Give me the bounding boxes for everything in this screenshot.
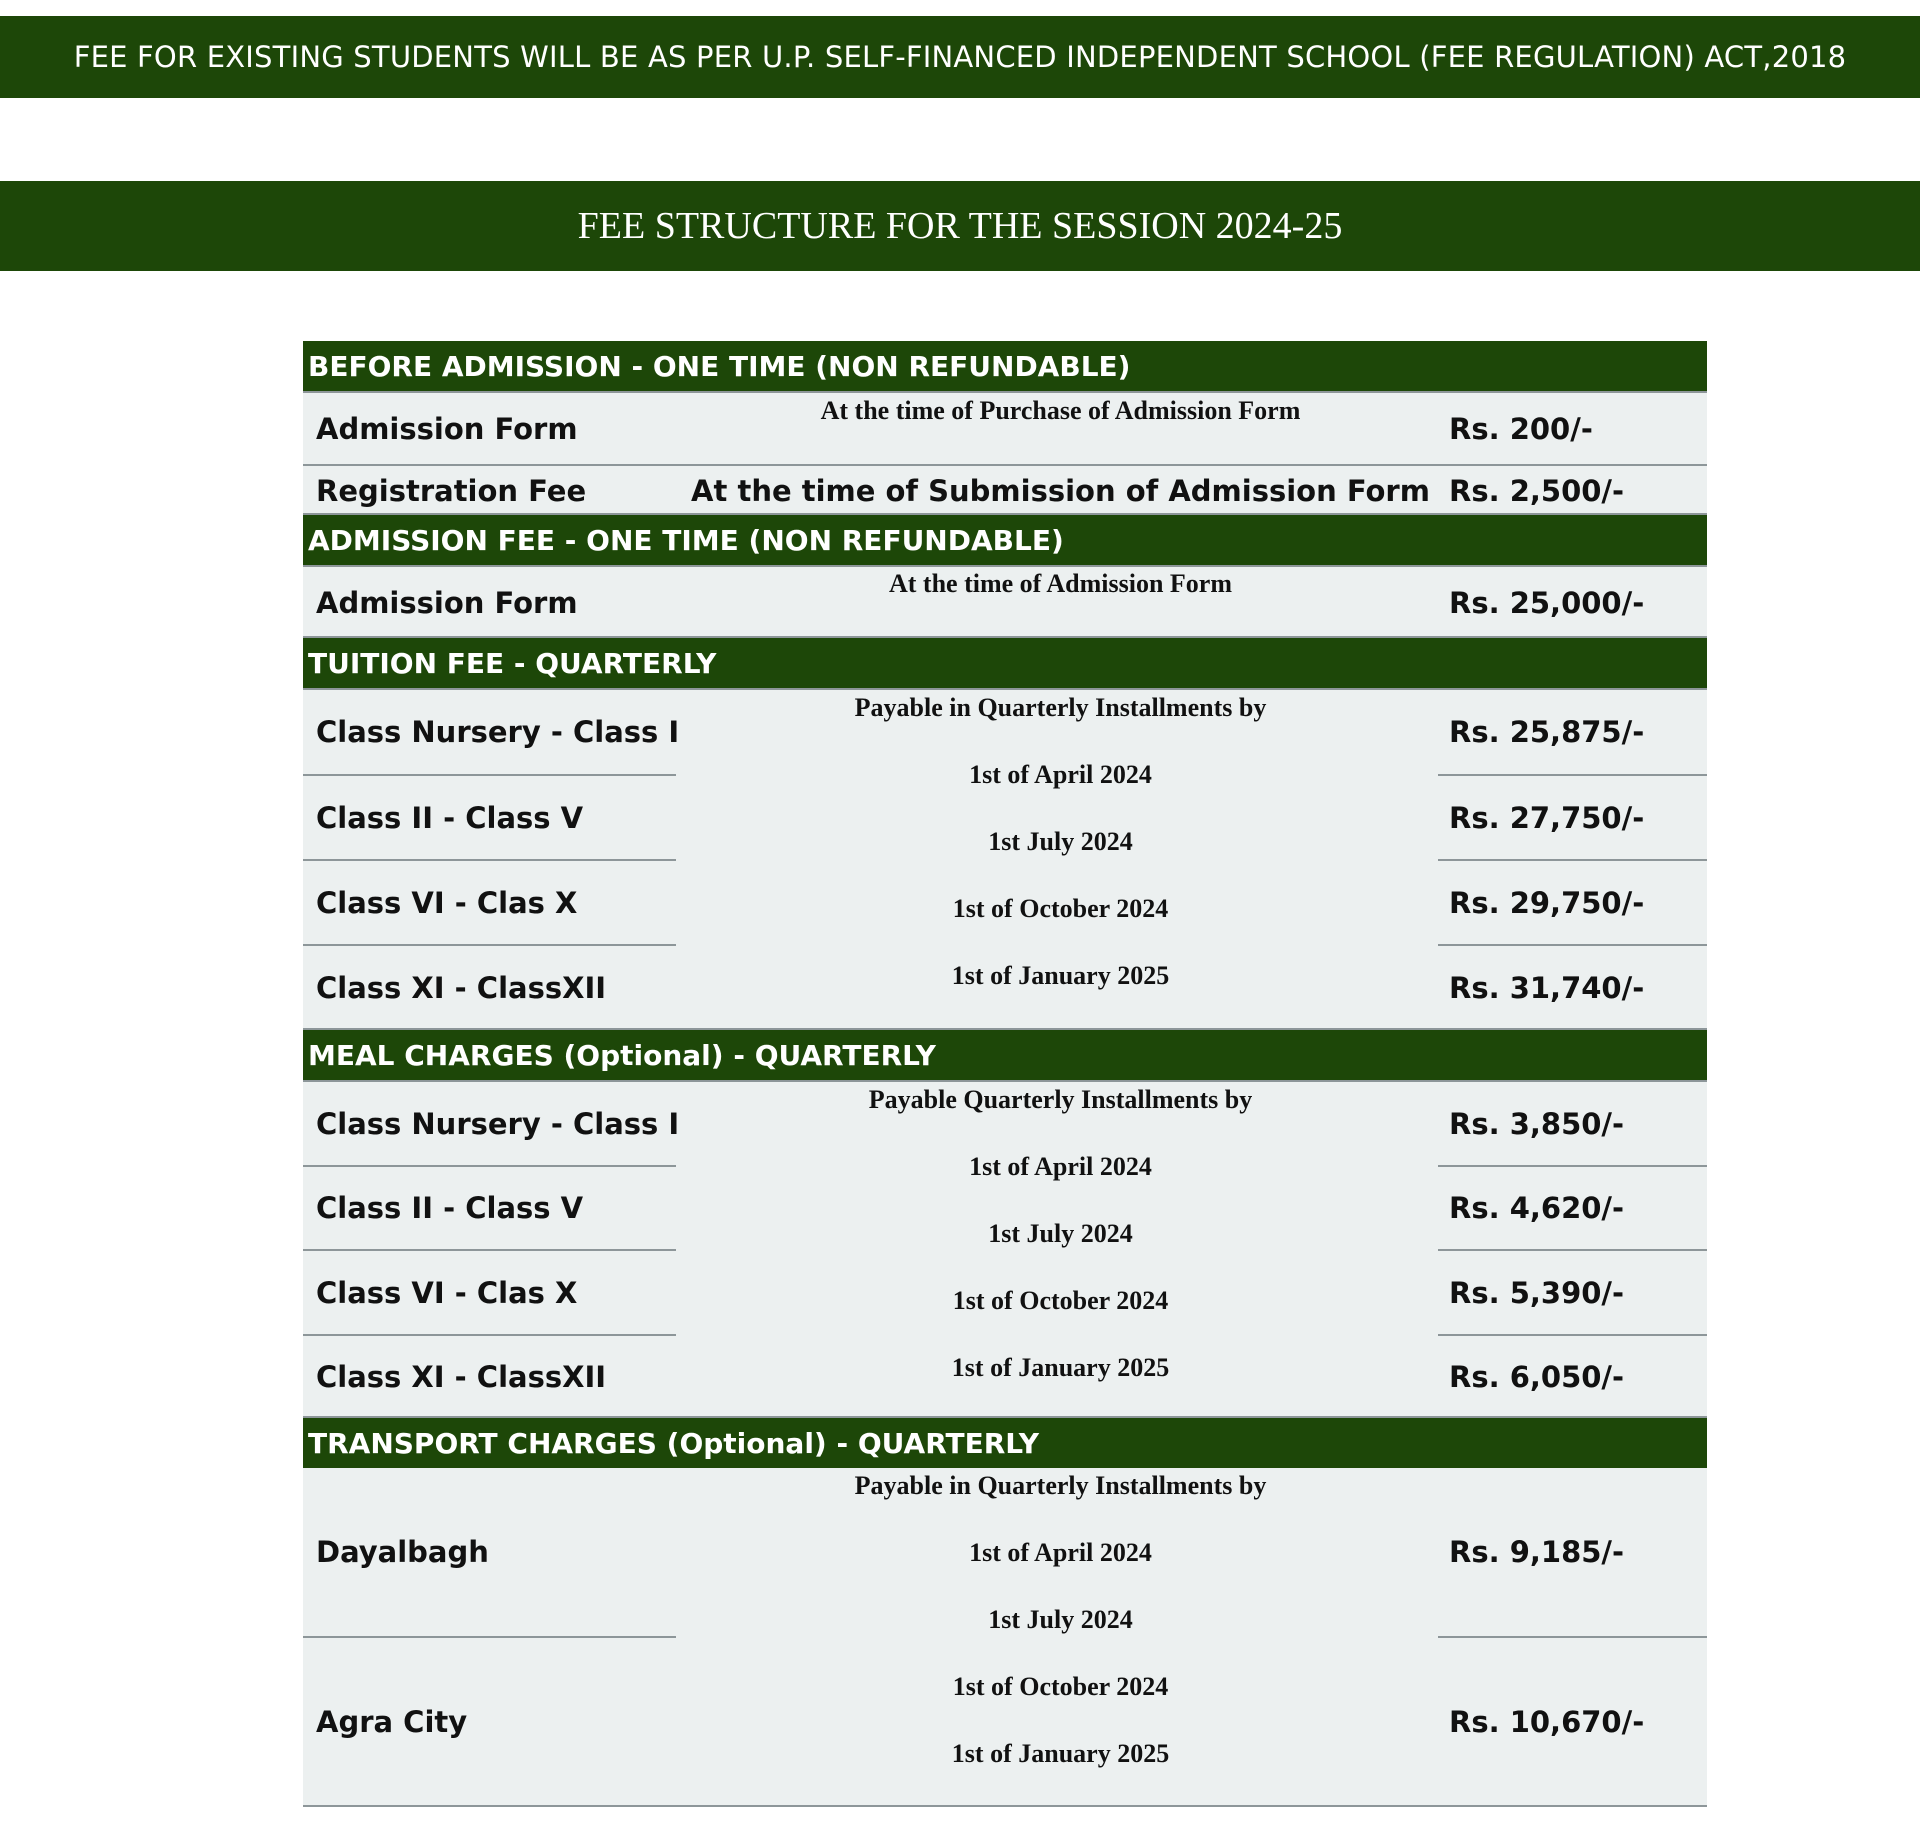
schedule-line: 1st of October 2024 bbox=[952, 1286, 1169, 1315]
fee-label: Class XI - ClassXII bbox=[316, 971, 607, 1005]
before-admission-block bbox=[303, 391, 1707, 515]
fee-label: Class II - Class V bbox=[316, 800, 584, 835]
fee-row bbox=[303, 1082, 1707, 1165]
fee-label: Class II - Class V bbox=[316, 1191, 584, 1225]
fee-row bbox=[303, 1336, 1707, 1418]
fee-amount: Rs. 5,390/- bbox=[1449, 1275, 1625, 1310]
fee-label: Class XI - ClassXII bbox=[316, 1360, 607, 1394]
fee-label: Class VI - Clas X bbox=[316, 885, 578, 920]
fee-amount: Rs. 25,000/- bbox=[1449, 585, 1645, 620]
schedule-line: 1st of October 2024 bbox=[952, 1672, 1169, 1701]
fee-label: Registration Fee bbox=[316, 473, 587, 508]
fee-amount: Rs. 10,670/- bbox=[1449, 1704, 1645, 1739]
fee-amount: Rs. 3,850/- bbox=[1449, 1106, 1625, 1141]
fee-timing: At the time of Purchase of Admission Form bbox=[820, 396, 1301, 425]
schedule-line: 1st July 2024 bbox=[988, 1605, 1133, 1634]
schedule-line: 1st July 2024 bbox=[988, 827, 1133, 856]
meal-charges-block bbox=[303, 1080, 1707, 1418]
section-heading-before-admission: BEFORE ADMISSION - ONE TIME (NON REFUNDABLE) bbox=[303, 341, 1707, 391]
tuition-fee-block bbox=[303, 688, 1707, 1030]
schedule-line: 1st of January 2025 bbox=[951, 1739, 1170, 1768]
schedule-line: 1st of January 2025 bbox=[951, 1353, 1170, 1382]
fee-label: Class Nursery - Class I bbox=[316, 1106, 680, 1141]
schedule-line: 1st July 2024 bbox=[988, 1219, 1133, 1248]
schedule-line: Payable in Quarterly Installments by bbox=[854, 693, 1267, 722]
fee-amount: Rs. 27,750/- bbox=[1449, 800, 1645, 835]
fee-table bbox=[303, 341, 1707, 1807]
fee-row bbox=[303, 1468, 1707, 1636]
schedule-line: Payable in Quarterly Installments by bbox=[854, 1471, 1267, 1500]
transport-charges-block bbox=[303, 1468, 1707, 1807]
fee-amount: Rs. 25,875/- bbox=[1449, 715, 1645, 749]
fee-row bbox=[303, 946, 1707, 1030]
notice-text: FEE FOR EXISTING STUDENTS WILL BE AS PER U.P. SELF-FINANCED INDEPENDENT SCHOOL (FEE REGULATION) ACT,2018 bbox=[73, 40, 1847, 74]
fee-timing: At the time of Admission Form bbox=[888, 569, 1232, 598]
schedule-line: 1st of January 2025 bbox=[951, 961, 1170, 990]
fee-amount: Rs. 31,740/- bbox=[1449, 971, 1645, 1005]
notice-banner bbox=[0, 16, 1920, 98]
schedule-line: 1st of April 2024 bbox=[969, 1538, 1152, 1567]
section-heading-tuition-fee: TUITION FEE - QUARTERLY bbox=[303, 638, 1707, 688]
fee-row bbox=[303, 1167, 1707, 1249]
fee-label: Admission Form bbox=[316, 585, 578, 620]
title-banner bbox=[0, 181, 1920, 271]
fee-amount: Rs. 9,185/- bbox=[1449, 1535, 1625, 1569]
fee-label: Class VI - Clas X bbox=[316, 1275, 578, 1310]
schedule-line: 1st of October 2024 bbox=[952, 894, 1169, 923]
fee-row bbox=[303, 466, 1707, 515]
fee-row bbox=[303, 690, 1707, 774]
fee-label: Dayalbagh bbox=[316, 1535, 489, 1569]
fee-label: Agra City bbox=[316, 1704, 468, 1739]
fee-label: Class Nursery - Class I bbox=[316, 715, 680, 749]
section-heading-meal-charges: MEAL CHARGES (Optional) - QUARTERLY bbox=[303, 1030, 1707, 1080]
fee-row bbox=[303, 776, 1707, 859]
fee-amount: Rs. 200/- bbox=[1449, 412, 1593, 446]
fee-amount: Rs. 29,750/- bbox=[1449, 885, 1645, 920]
section-heading-transport-charges: TRANSPORT CHARGES (Optional) - QUARTERLY bbox=[303, 1418, 1707, 1468]
fee-row bbox=[303, 1251, 1707, 1334]
fee-amount: Rs. 4,620/- bbox=[1449, 1191, 1625, 1225]
schedule-line: 1st of April 2024 bbox=[969, 1152, 1152, 1181]
fee-label: Admission Form bbox=[316, 412, 578, 446]
fee-row bbox=[303, 1638, 1707, 1805]
fee-timing: At the time of Submission of Admission Form bbox=[691, 473, 1430, 508]
fee-amount: Rs. 2,500/- bbox=[1449, 473, 1625, 508]
admission-fee-block bbox=[303, 565, 1707, 638]
section-heading-admission-fee: ADMISSION FEE - ONE TIME (NON REFUNDABLE) bbox=[303, 515, 1707, 565]
fee-amount: Rs. 6,050/- bbox=[1449, 1360, 1625, 1394]
fee-row bbox=[303, 393, 1707, 465]
page-title: FEE STRUCTURE FOR THE SESSION 2024-25 bbox=[577, 205, 1343, 247]
fee-row bbox=[303, 567, 1707, 638]
fee-row bbox=[303, 861, 1707, 944]
schedule-line: 1st of April 2024 bbox=[969, 760, 1152, 789]
schedule-line: Payable Quarterly Installments by bbox=[868, 1085, 1253, 1114]
